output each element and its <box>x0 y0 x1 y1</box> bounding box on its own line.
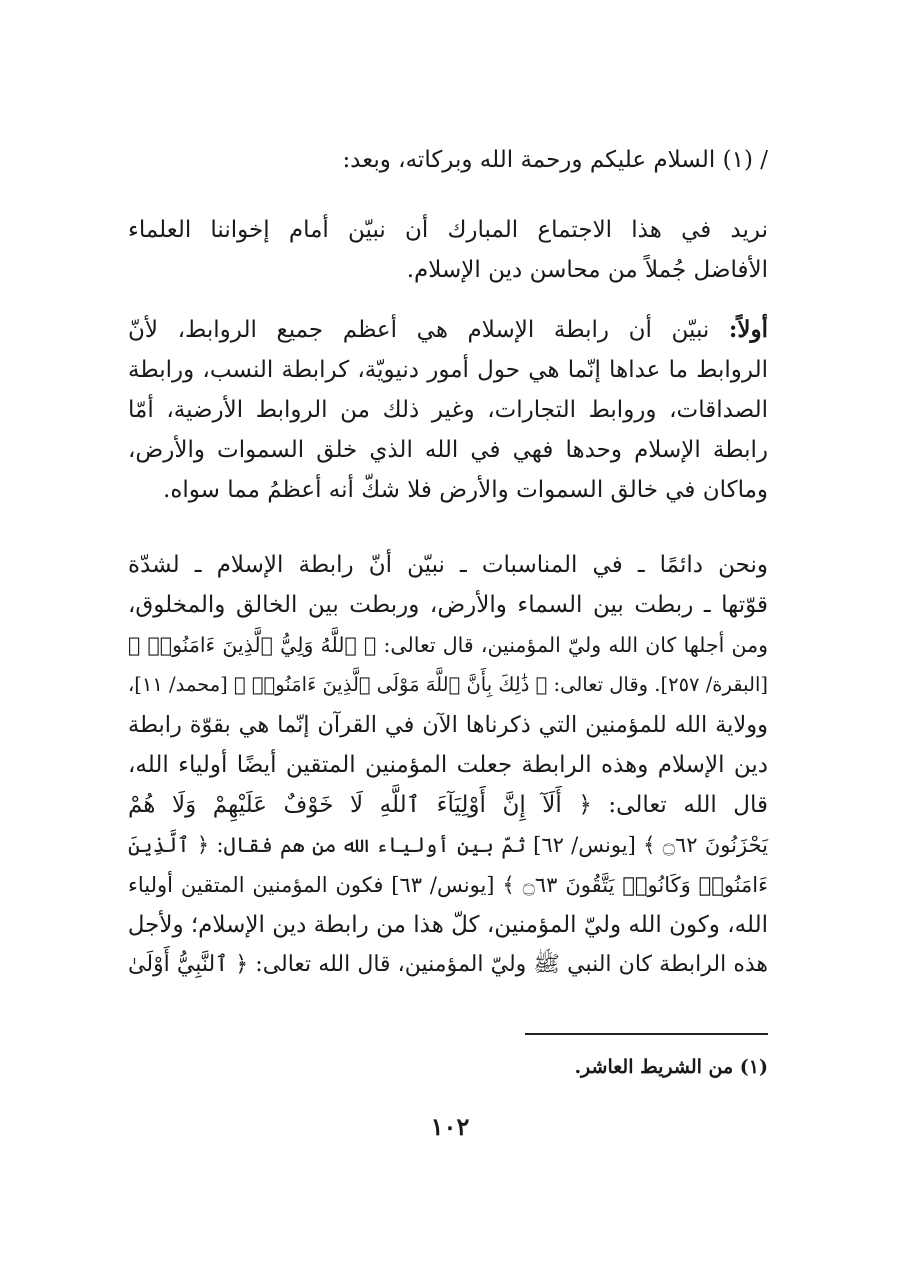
text-line: ءَامَنُوا۟ وَكَانُوا۟ يَتَّقُونَ ۝٦٣ ﴾ [يونس/ ٦٣] فكون المؤمنين المتقين أولياء <box>128 873 768 897</box>
text-line-content: نبيّن أن رابطة الإسلام هي أعظم جميع الروابط، لأنّ <box>128 317 710 343</box>
paragraph-islam-bond <box>128 545 768 985</box>
text-line: الصداقات، وروابط التجارات، وغير ذلك من الروابط الأرضية، أمّا <box>128 397 768 423</box>
first-point-heading: أولاً: <box>728 316 768 343</box>
text-line: قوّتها ـ ربطت بين السماء والأرض، وربطت بين الخالق والمخلوق، <box>128 592 768 618</box>
footnote-divider <box>525 1033 768 1035</box>
text-line: الله، وكون الله وليّ المؤمنين، كلّ هذا من رابطة دين الإسلام؛ ولأجل <box>127 912 768 938</box>
text-line: ومن أجلها كان الله وليّ المؤمنين، قال تعالى: ﴿ ٱللَّهُ وَلِيُّ ٱلَّذِينَ ءَامَنُوا۟ ﴾ <box>128 633 768 657</box>
text-line: الروابط ما عداها إنّما هي حول أمور دنيويّة، كرابطة النسب، ورابطة <box>128 357 768 383</box>
text-line: ونحن دائمًا ـ في المناسبات ـ نبيّن أنّ رابطة الإسلام ـ لشدّة <box>128 552 768 578</box>
page-number: ١٠٢ <box>430 1112 470 1141</box>
text-line: يَحْزَنُونَ ۝٦٢ ﴾ [يونس/ ٦٢] ثمّ بين أولياء الله من هم فقال: ﴿ ٱلَّذِينَ <box>128 833 768 857</box>
text-line: دين الإسلام وهذه الرابطة جعلت المؤمنين المتقين أيضًا أولياء الله، <box>128 752 768 778</box>
greeting-line: / (١) السلام عليكم ورحمة الله وبركاته، وبعد: <box>342 147 768 173</box>
paragraph-first-point <box>128 310 768 510</box>
footnote: (١) من الشريط العاشر. <box>574 1056 768 1078</box>
text-line: [البقرة/ ٢٥٧]. وقال تعالى: ﴿ ذَٰلِكَ بِأَنَّ ٱللَّهَ مَوْلَى ٱلَّذِينَ ءَامَنُوا۟ ﴾ [محمد/ ١١]، <box>127 673 768 696</box>
text-line: رابطة الإسلام وحدها فهي في الله الذي خلق السموات والأرض، <box>128 437 768 463</box>
text-line: وولاية الله للمؤمنين التي ذكرناها الآن في القرآن إنّما هي بقوّة رابطة <box>128 712 768 738</box>
text-line: وماكان في خالق السموات والأرض فلا شكّ أنه أعظمُ مما سواه. <box>163 477 768 503</box>
text-line: نريد في هذا الاجتماع المبارك أن نبيّن أمام إخواننا العلماء <box>128 217 768 243</box>
paragraph-intro <box>128 210 768 290</box>
opening-greeting <box>128 140 768 180</box>
text-line-with-lead <box>128 310 768 350</box>
text-line: قال الله تعالى: ﴿ أَلَآ إِنَّ أَوْلِيَآءَ ٱللَّهِ لَا خَوْفٌ عَلَيْهِمْ وَلَا هُمْ <box>128 792 768 818</box>
text-line: الأفاضل جُملاً من محاسن دين الإسلام. <box>406 257 768 283</box>
text-line: هذه الرابطة كان النبي ﷺ وليّ المؤمنين، قال الله تعالى: ﴿ ٱلنَّبِيُّ أَوْلَىٰ <box>128 952 768 977</box>
